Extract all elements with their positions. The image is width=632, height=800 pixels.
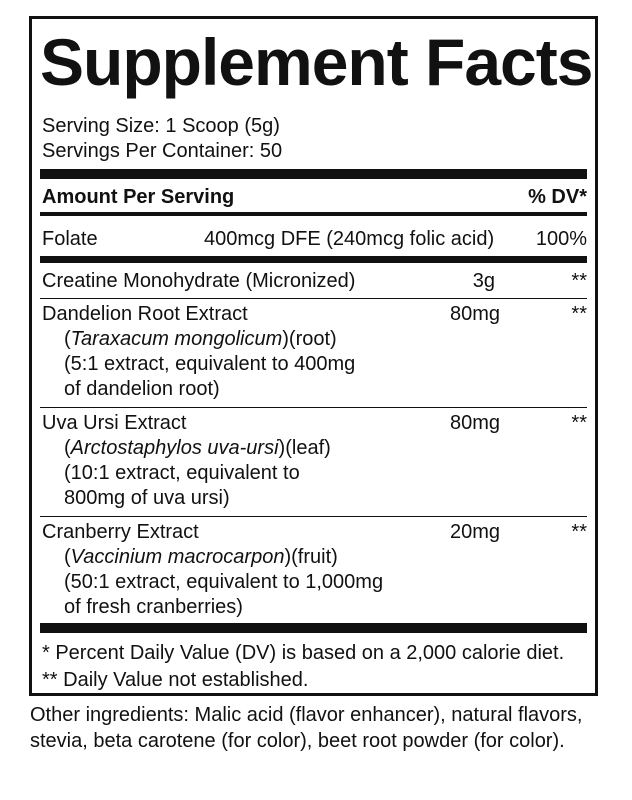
creatine-amount: 3g bbox=[472, 270, 495, 292]
ingredient-amount: 20mg bbox=[449, 521, 500, 543]
other-ingredients: Other ingredients: Malic acid (flavor enhancer), natural flavors, stevia, beta carotene (for color), beet root powder (for color). bbox=[30, 704, 583, 752]
ingredient-dv: ** bbox=[571, 303, 587, 325]
amount-per-serving-header: Amount Per Serving bbox=[42, 186, 235, 208]
extract-line: (10:1 extract, equivalent to bbox=[64, 462, 300, 484]
servings-per-container: Servings Per Container: 50 bbox=[42, 140, 283, 162]
thick-divider bbox=[40, 623, 587, 633]
ingredient-amount: 80mg bbox=[449, 412, 500, 434]
plant-part: (root) bbox=[288, 328, 337, 350]
extract-line: (50:1 extract, equivalent to 1,000mg bbox=[64, 571, 384, 593]
latin-name: Arctostaphylos uva-ursi bbox=[70, 437, 279, 459]
folate-name: Folate bbox=[42, 228, 98, 250]
row-divider bbox=[40, 407, 587, 408]
ingredient-source: (Arctostaphylos uva-ursi)(leaf) bbox=[64, 437, 331, 459]
extract-line: 800mg of uva ursi) bbox=[64, 487, 230, 509]
creatine-name: Creatine Monohydrate (Micronized) bbox=[42, 270, 356, 292]
row-divider bbox=[40, 298, 587, 299]
ingredient-name: Dandelion Root Extract bbox=[42, 303, 248, 325]
extract-line: (5:1 extract, equivalent to 400mg bbox=[64, 353, 356, 375]
ingredient-name: Cranberry Extract bbox=[42, 521, 199, 543]
ingredient-dv: ** bbox=[571, 521, 587, 543]
latin-name: Taraxacum mongolicum bbox=[70, 328, 283, 350]
ingredient-source: (Vaccinium macrocarpon)(fruit) bbox=[64, 546, 338, 568]
folate-dv: 100% bbox=[535, 228, 587, 250]
supplement-facts-panel bbox=[29, 16, 598, 696]
dv-header: % DV* bbox=[528, 186, 587, 208]
panel-title: Supplement Facts bbox=[40, 25, 593, 99]
medium-divider bbox=[40, 212, 587, 216]
thick-divider bbox=[40, 256, 587, 263]
plant-part: (leaf) bbox=[285, 437, 331, 459]
ingredient-dv: ** bbox=[571, 412, 587, 434]
row-divider bbox=[40, 516, 587, 517]
footnote-not-established: ** Daily Value not established. bbox=[42, 669, 309, 691]
latin-name: Vaccinium macrocarpon bbox=[70, 546, 285, 568]
extract-line: of fresh cranberries) bbox=[64, 596, 243, 618]
folate-amount: 400mcg DFE (240mcg folic acid) bbox=[204, 228, 495, 250]
ingredient-amount: 80mg bbox=[449, 303, 500, 325]
footnote-dv: * Percent Daily Value (DV) is based on a 2,000 calorie diet. bbox=[42, 642, 565, 664]
ingredient-name: Uva Ursi Extract bbox=[42, 412, 187, 434]
extract-line: of dandelion root) bbox=[64, 378, 220, 400]
thick-divider bbox=[40, 169, 587, 179]
serving-size: Serving Size: 1 Scoop (5g) bbox=[42, 115, 280, 137]
creatine-dv: ** bbox=[571, 270, 587, 292]
plant-part: (fruit) bbox=[291, 546, 338, 568]
ingredient-source: (Taraxacum mongolicum)(root) bbox=[64, 328, 337, 350]
